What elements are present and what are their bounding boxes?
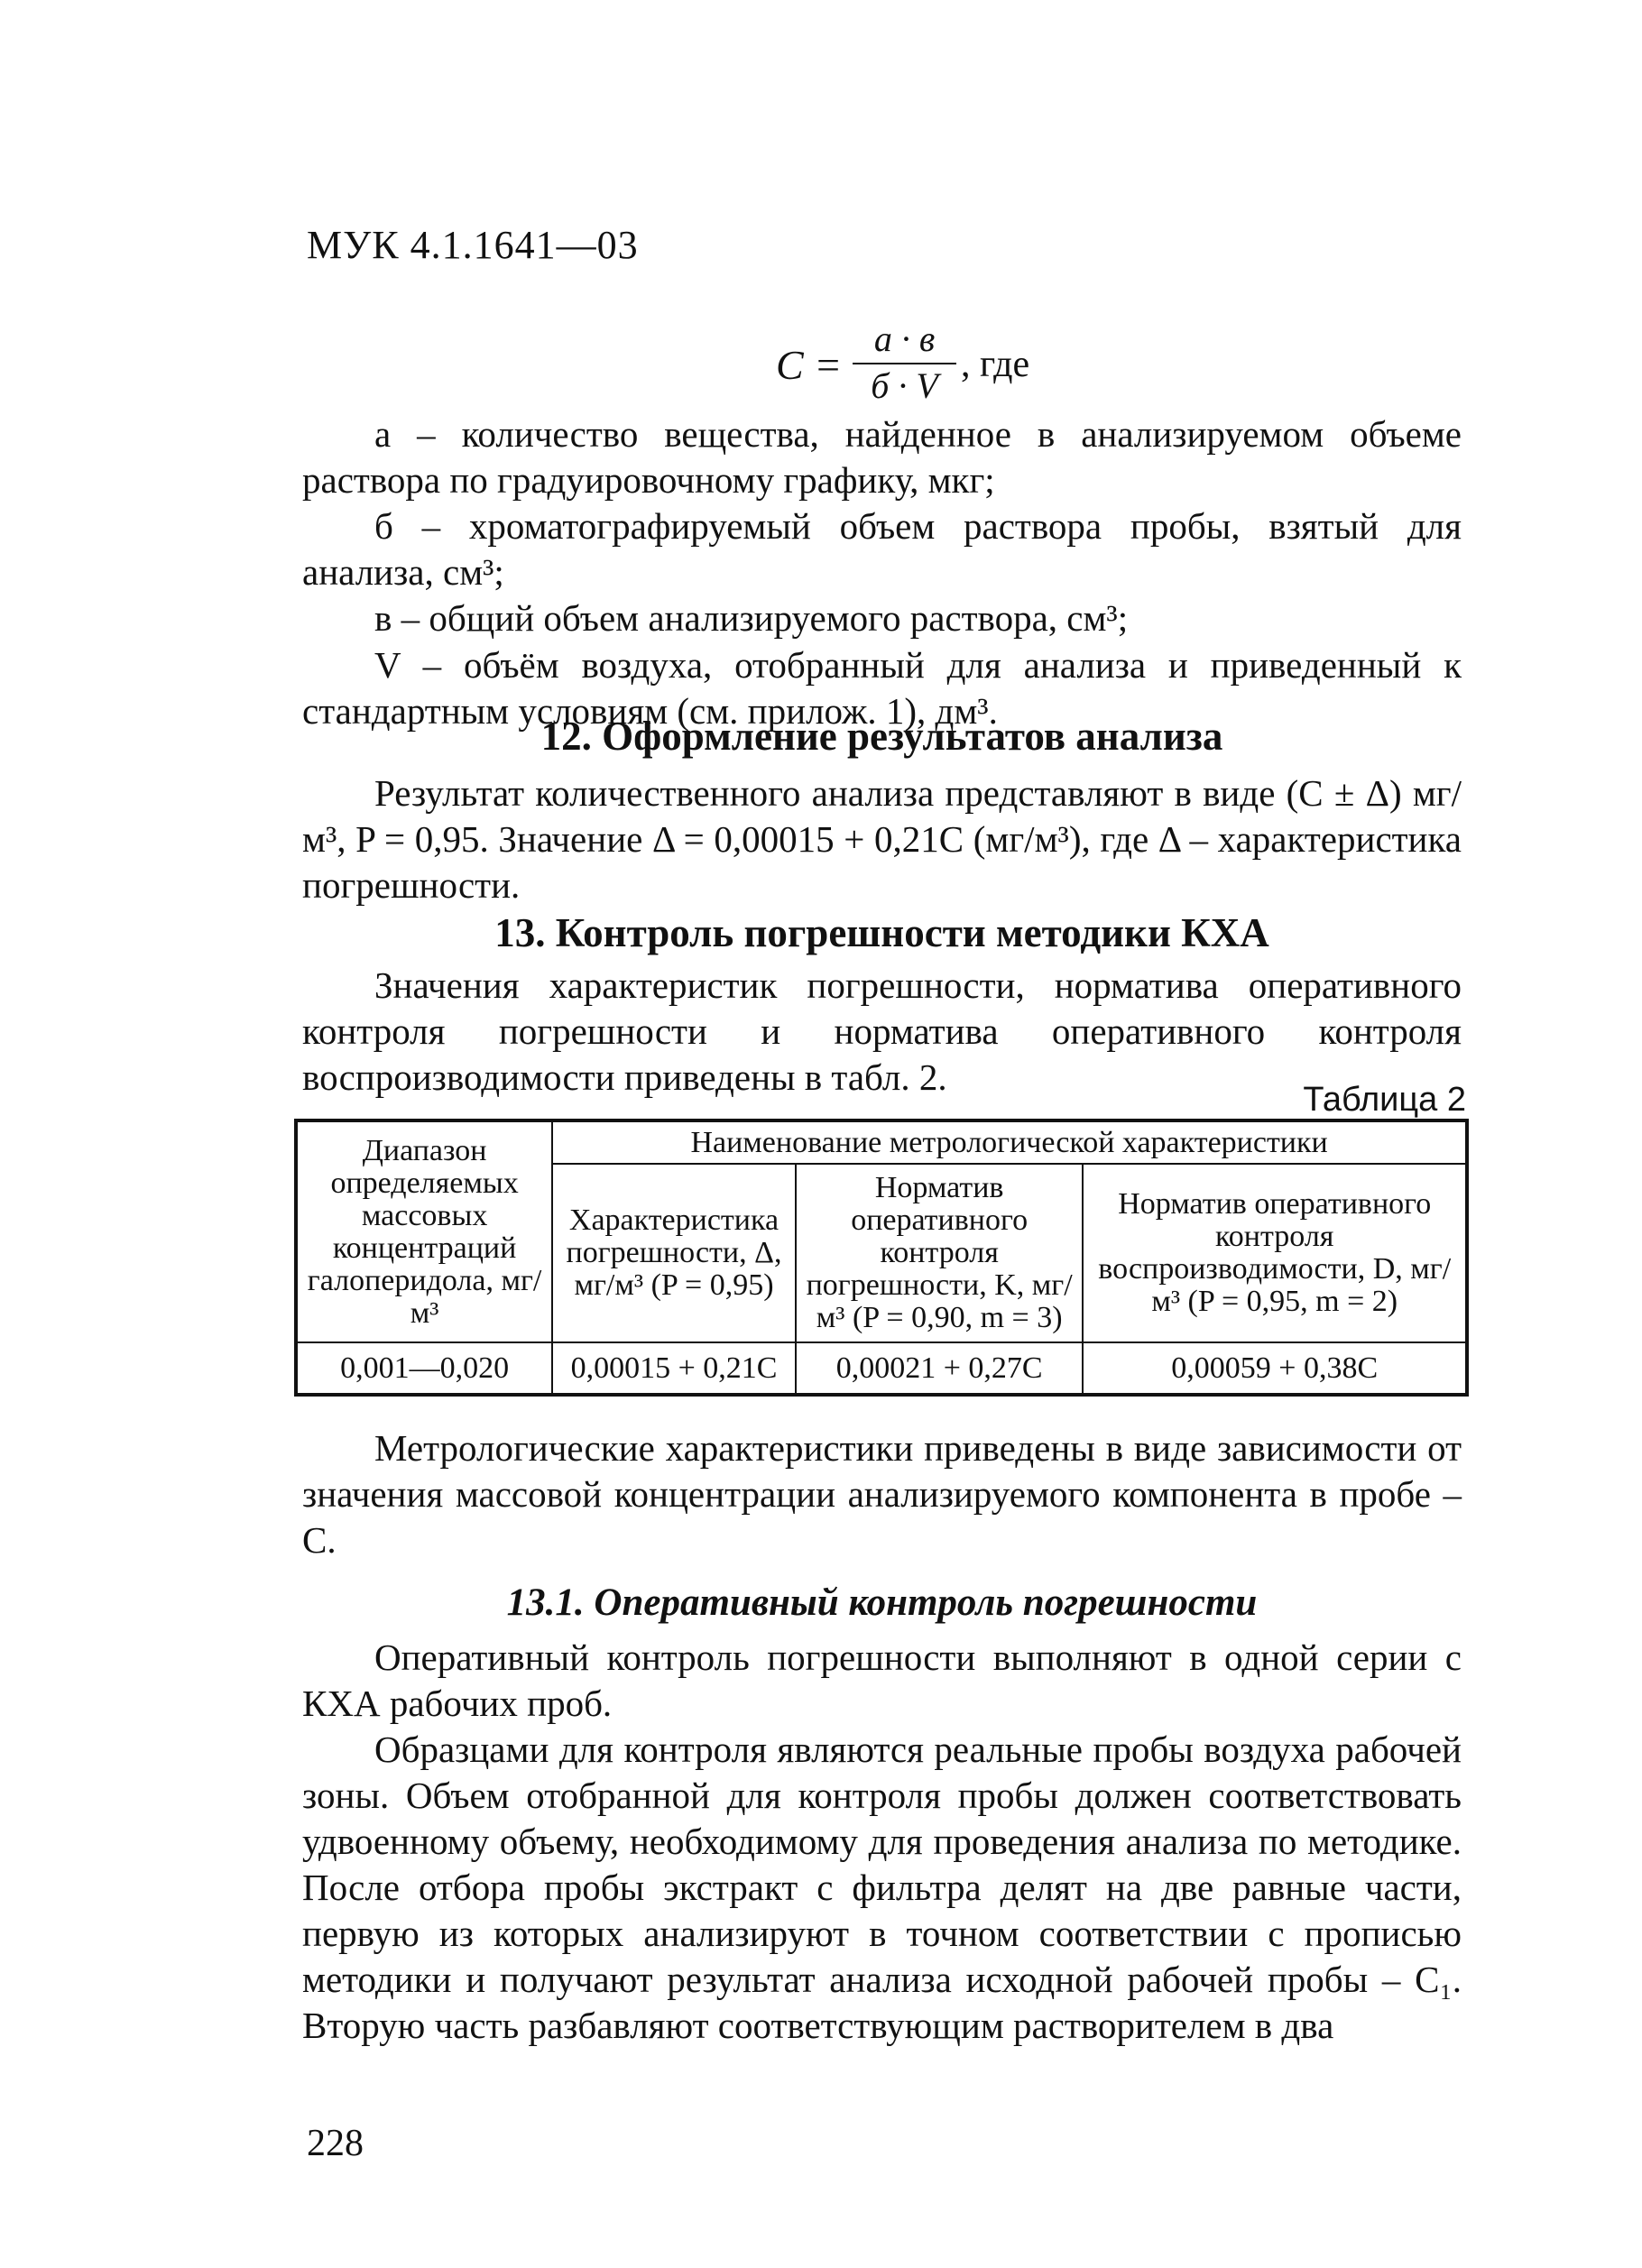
formula-lhs: C = <box>776 342 843 388</box>
definition-v: в – общий объем анализируемого раствора, см³; <box>374 597 1129 639</box>
section-12-title: 12. Оформление результатов анализа <box>540 714 1223 759</box>
cell-range: 0,001—0,020 <box>296 1342 552 1395</box>
metrology-table <box>294 1119 1469 1397</box>
page-number: 228 <box>307 2123 364 2164</box>
cell-error: 0,00015 + 0,21C <box>552 1342 796 1395</box>
col-error-header: Характеристика погрешности, Δ, мг/м³ (P = 0,95) <box>552 1164 796 1342</box>
definition-b: б – хроматографируемый объем раствора пробы, взятый для анализа, см³; <box>302 505 1462 593</box>
formula-denominator: б · V <box>871 365 938 406</box>
section-13-text: Значения характеристик погрешности, норматива оперативного контроля погрешности и норматива оперативного контроля воспроизводимости приведены в табл. 2. <box>302 964 1462 1098</box>
section-13-1-p1: Оперативный контроль погрешности выполняют в одной серии с КХА рабочих проб. <box>302 1636 1462 1724</box>
cell-reproducibility: 0,00059 + 0,38C <box>1083 1342 1467 1395</box>
section-13-1-p2: Образцами для контроля являются реальные пробы воздуха рабочей зоны. Объем отобранной для контроля пробы должен соответствовать удвоенному объему, необходимому для проведения анализа по методике. После отбора пробы экстракт с фильтра делят на две равные части, первую из которых анализируют в точном соответствии с прописью методики и получают результат анализа исходной рабочей пробы – C₁. Вторую часть разбавляют соответствующим растворителем в два <box>302 1729 1462 2046</box>
cell-error-control: 0,00021 + 0,27C <box>796 1342 1084 1395</box>
col-error-control-header: Норматив оперативного контроля погрешности, K, мг/м³ (P = 0,90, m = 3) <box>796 1164 1084 1342</box>
document-header: МУК 4.1.1641—03 <box>307 223 639 267</box>
formula-numerator: а · в <box>873 318 936 359</box>
table-caption: Таблица 2 <box>1303 1081 1466 1119</box>
range-header: Диапазон определяемых массовых концентраций галоперидола, мг/м³ <box>296 1120 552 1342</box>
definition-a: а – количество вещества, найденное в анализируемом объеме раствора по градуировочному графику, мкг; <box>302 413 1462 501</box>
table-row <box>296 1342 1467 1395</box>
group-header: Наименование метрологической характеристики <box>552 1120 1467 1164</box>
col-reproducibility-header: Норматив оперативного контроля воспроизводимости, D, мг/м³ (P = 0,95, m = 2) <box>1083 1164 1467 1342</box>
section-12-text: Результат количественного анализа представляют в виде (C ± Δ) мг/м³, P = 0,95. Значение Δ = 0,00015 + 0,21C (мг/м³), где Δ – характеристика погрешности. <box>302 772 1462 906</box>
section-13-title: 13. Контроль погрешности методики КХА <box>494 910 1269 955</box>
formula-suffix: , где <box>961 344 1030 385</box>
section-13-1-title: 13.1. Оперативный контроль погрешности <box>506 1581 1258 1624</box>
after-table-text: Метрологические характеристики приведены в виде зависимости от значения массовой концентрации анализируемого компонента в пробе – C. <box>302 1427 1462 1561</box>
definition-volume: V – объём воздуха, отобранный для анализа и приведенный к стандартным условиям (см. прилож. 1), дм³. <box>302 644 1462 732</box>
concentration-formula <box>776 318 1065 408</box>
